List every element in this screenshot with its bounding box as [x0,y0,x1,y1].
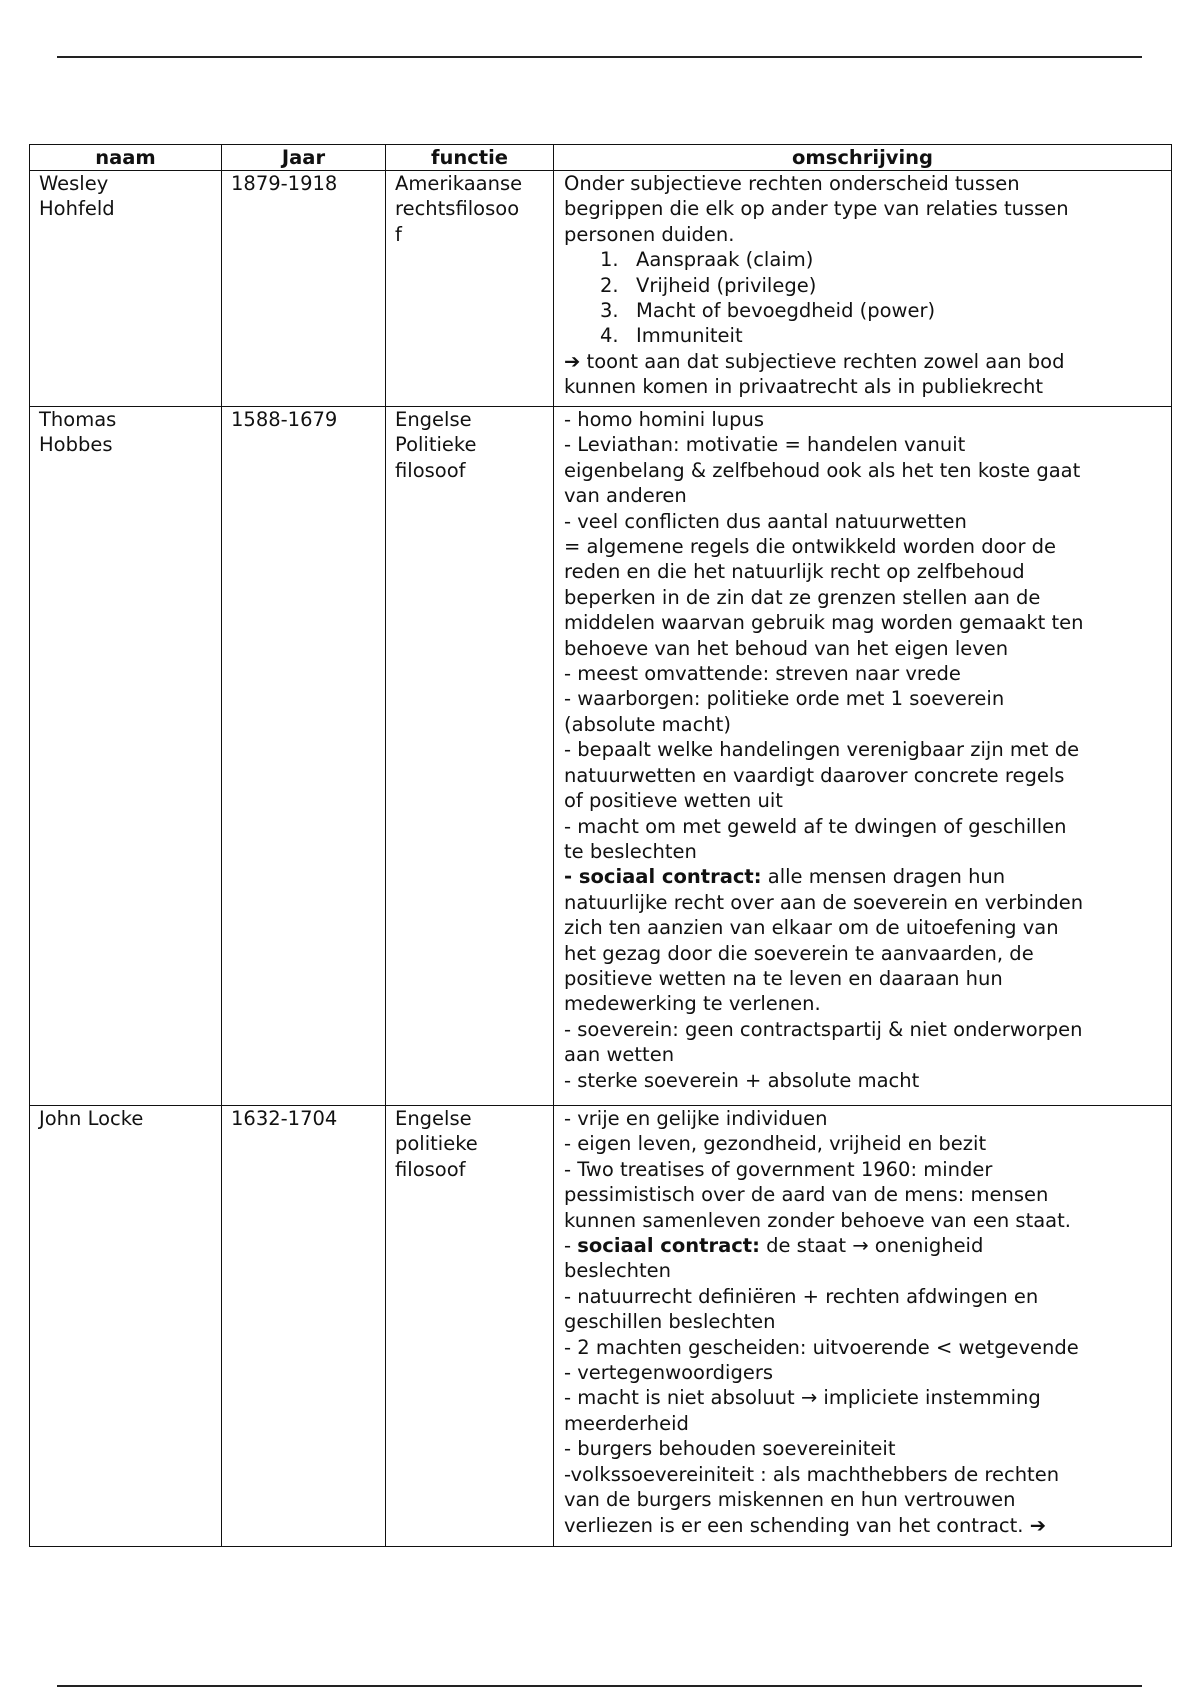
numbered-list-item: 2. Vrijheid (privilege) [600,273,817,297]
functie-line: f [395,222,402,246]
description-line: behoeve van het behoud van het eigen leven [564,636,1009,660]
description-line: - natuurrecht definiëren + rechten afdwingen en [564,1284,1039,1308]
numbered-list-item: 1. Aanspraak (claim) [600,248,814,272]
cell-omschrijving [554,171,1172,407]
cell-naam [30,1106,222,1547]
cell-functie [386,407,554,1106]
description-line: beperken in de zin dat ze grenzen stellen aan de [564,585,1041,609]
description-line: - meest omvattende: streven naar vrede [564,662,961,686]
description-line: - Leviathan: motivatie = handelen vanuit [564,433,966,457]
column-header-omschrijving: omschrijving [554,145,1172,171]
description-line: - eigen leven, gezondheid, vrijheid en bezit [564,1132,987,1156]
bold-term: - sociaal contract: [564,865,762,889]
functie-line: Engelse [395,1107,472,1130]
jaar-value: 1879-1918 [231,172,338,195]
description-line: personen duiden. [564,222,735,246]
description-line: ➔ toont aan dat subjectieve rechten zowel aan bod [564,349,1065,373]
description-line: zich ten aanzien van elkaar om de uitoefening van [564,916,1059,940]
arrow-right-icon: ➔ [1029,1513,1047,1537]
functie-line: Engelse [395,408,472,431]
column-header-functie: functie [386,145,554,171]
cell-jaar [222,1106,386,1547]
description-line: te beslechten [564,839,697,863]
jaar-value: 1588-1679 [231,408,338,431]
functie-line: Politieke [395,433,477,457]
description-line: kunnen samenleven zonder behoeve van een staat. [564,1208,1071,1232]
description-line: meerderheid [564,1411,689,1435]
description-line: - sterke soeverein + absolute macht [564,1068,920,1092]
description-line: - burgers behouden soevereiniteit [564,1437,896,1461]
description-line: - soeverein: geen contractspartij & niet onderworpen [564,1017,1083,1041]
list-item-text: Aanspraak (claim) [636,248,814,272]
description-line: beslechten [564,1259,672,1283]
naam-line: Thomas [39,408,117,431]
naam-line: Hohfeld [39,197,115,221]
description-line: natuurwetten en vaardigt daarover concrete regels [564,763,1065,787]
description-line: kunnen komen in privaatrecht als in publiekrecht [564,375,1044,399]
table-row [30,171,1172,407]
description-line: - sociaal contract: alle mensen dragen hun [564,865,1006,889]
cell-omschrijving [554,1106,1172,1547]
cell-naam [30,171,222,407]
description-line: positieve wetten na te leven en daaraan hun [564,966,1003,990]
numbered-list-item: 3. Macht of bevoegdheid (power) [600,299,936,323]
description-line: medewerking te verlenen. [564,992,821,1016]
description-line: = algemene regels die ontwikkeld worden door de [564,535,1057,559]
description-line: van anderen [564,484,687,508]
description-line: - 2 machten gescheiden: uitvoerende < wetgevende [564,1335,1079,1359]
numbered-list-item: 4. Immuniteit [600,324,743,348]
bold-term: sociaal contract: [577,1234,760,1258]
description-line: middelen waarvan gebruik mag worden gemaakt ten [564,611,1084,635]
description-line: reden en die het natuurlijk recht op zelfbehoud [564,560,1025,584]
description-line: het gezag door die soeverein te aanvaarden, de [564,941,1034,965]
description-line: - veel conflicten dus aantal natuurwetten [564,509,967,533]
naam-line: Hobbes [39,433,113,457]
arrow-right-icon: ➔ [564,349,581,373]
description-line: verliezen is er een schending van het contract. ➔ [564,1513,1047,1537]
description-line: - macht om met geweld af te dwingen of geschillen [564,814,1067,838]
description-line: aan wetten [564,1043,675,1067]
cell-jaar [222,407,386,1106]
cell-jaar [222,171,386,407]
header-rule [57,56,1142,58]
list-item-text: Immuniteit [636,324,743,348]
table-row [30,1106,1172,1547]
description-line: Onder subjectieve rechten onderscheid tussen [564,172,1020,195]
functie-line: rechtsfilosoo [395,197,520,221]
description-line: begrippen die elk op ander type van relaties tussen [564,197,1069,221]
description-line: eigenbelang & zelfbehoud ook als het ten koste gaat [564,458,1081,482]
table-header-row [30,145,1172,171]
cell-functie [386,171,554,407]
column-header-jaar: Jaar [222,145,386,171]
description-line: - sociaal contract: de staat → onenigheid [564,1234,984,1258]
description-line: geschillen beslechten [564,1310,776,1334]
description-line: pessimistisch over de aard van de mens: mensen [564,1183,1049,1207]
cell-naam [30,407,222,1106]
cell-functie [386,1106,554,1547]
description-line: - bepaalt welke handelingen verenigbaar zijn met de [564,738,1080,762]
philosophers-table [29,144,1172,1547]
column-header-naam: naam [30,145,222,171]
naam-line: John Locke [39,1107,144,1130]
functie-line: politieke [395,1132,478,1156]
table-row [30,407,1172,1106]
description-line: - vertegenwoordigers [564,1361,773,1385]
footer-rule [57,1685,1142,1687]
description-line: - macht is niet absoluut → impliciete instemming [564,1386,1041,1410]
cell-omschrijving [554,407,1172,1106]
description-line: natuurlijke recht over aan de soeverein en verbinden [564,890,1084,914]
functie-line: filosoof [395,1157,466,1181]
naam-line: Wesley [39,172,109,195]
description-line: - vrije en gelijke individuen [564,1107,828,1130]
description-line: -volkssoevereiniteit : als machthebbers de rechten [564,1462,1060,1486]
description-line: van de burgers miskennen en hun vertrouwen [564,1488,1016,1512]
description-line: (absolute macht) [564,712,731,736]
functie-line: filosoof [395,458,466,482]
description-line: - waarborgen: politieke orde met 1 soeverein [564,687,1005,711]
functie-line: Amerikaanse [395,172,523,195]
description-line: of positieve wetten uit [564,789,783,813]
description-line: - homo homini lupus [564,408,764,431]
list-item-text: Macht of bevoegdheid (power) [636,299,936,323]
description-line: - Two treatises of government 1960: minder [564,1157,993,1181]
list-item-text: Vrijheid (privilege) [636,273,817,297]
jaar-value: 1632-1704 [231,1107,338,1130]
